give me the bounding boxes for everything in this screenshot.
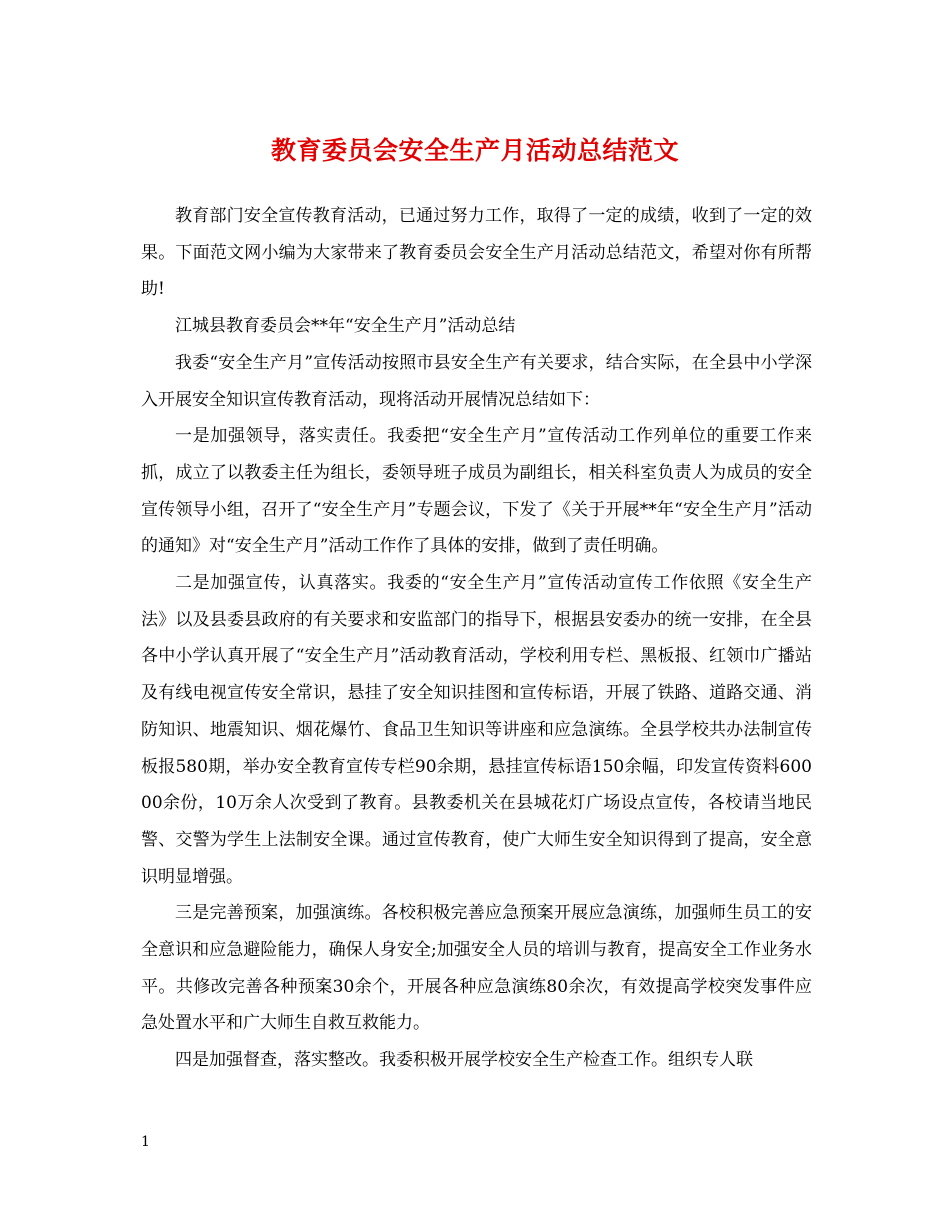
- document-title: 教育委员会安全生产月活动总结范文: [270, 136, 679, 165]
- paragraph-intro: 教育部门安全宣传教育活动，已通过努力工作，取得了一定的成绩，收到了一定的效果。下面范文网小编为大家带来了教育委员会安全生产月活动总结范文，希望对你有所帮助!: [141, 206, 812, 300]
- document-body: [141, 198, 812, 1079]
- paragraph-overview: 我委“安全生产月”宣传活动按照市县安全生产有关要求，结合实际，在全县中小学深入开展安全知识宣传教育活动，现将活动开展情况总结如下：: [141, 352, 812, 410]
- paragraph-leadership: 一是加强领导，落实责任。我委把“安全生产月”宣传活动工作列单位的重要工作来抓，成立了以教委主任为组长，委领导班子成员为副组长，相关科室负责人为成员的安全宣传领导小组，召开了“安全生产月”专题会议，下发了《关于开展**年“安全生产月”活动的通知》对“安全生产月”活动工作作了具体的安排，做到了责任明确。: [141, 426, 812, 557]
- paragraph-inspection: 四是加强督查，落实整改。我委积极开展学校安全生产检查工作。组织专人联: [175, 1050, 753, 1071]
- paragraph-subtitle: 江城县教育委员会**年“安全生产月”活动总结: [175, 316, 516, 337]
- paragraph-drills: 三是完善预案，加强演练。各校积极完善应急预案开展应急演练，加强师生员工的安全意识和应急避险能力，确保人身安全;加强安全人员的培训与教育，提高安全工作业务水平。共修改完善各种预案30余个，开展各种应急演练80余次，有效提高学校突发事件应急处置水平和广大师生自救互救能力。: [141, 903, 812, 1034]
- page-number: 1: [141, 1134, 150, 1150]
- paragraph-publicity: 二是加强宣传，认真落实。我委的“安全生产月”宣传活动宣传工作依照《安全生产法》以及县委县政府的有关要求和安监部门的指导下，根据县安委办的统一安排，在全县各中小学认真开展了“安全生产月”活动教育活动，学校利用专栏、黑板报、红领巾广播站及有线电视宣传安全常识，悬挂了安全知识挂图和宣传标语，开展了铁路、道路交通、消防知识、地震知识、烟花爆竹、食品卫生知识等讲座和应急演练。全县学校共办法制宣传板报580期，举办安全教育宣传专栏90余期，悬挂宣传标语150余幅，印发宣传资料60000余份，10万余人次受到了教育。县教委机关在县城花灯广场设点宣传，各校请当地民警、交警为学生上法制安全课。通过宣传教育，使广大师生安全知识得到了提高，安全意识明显增强。: [141, 573, 812, 887]
